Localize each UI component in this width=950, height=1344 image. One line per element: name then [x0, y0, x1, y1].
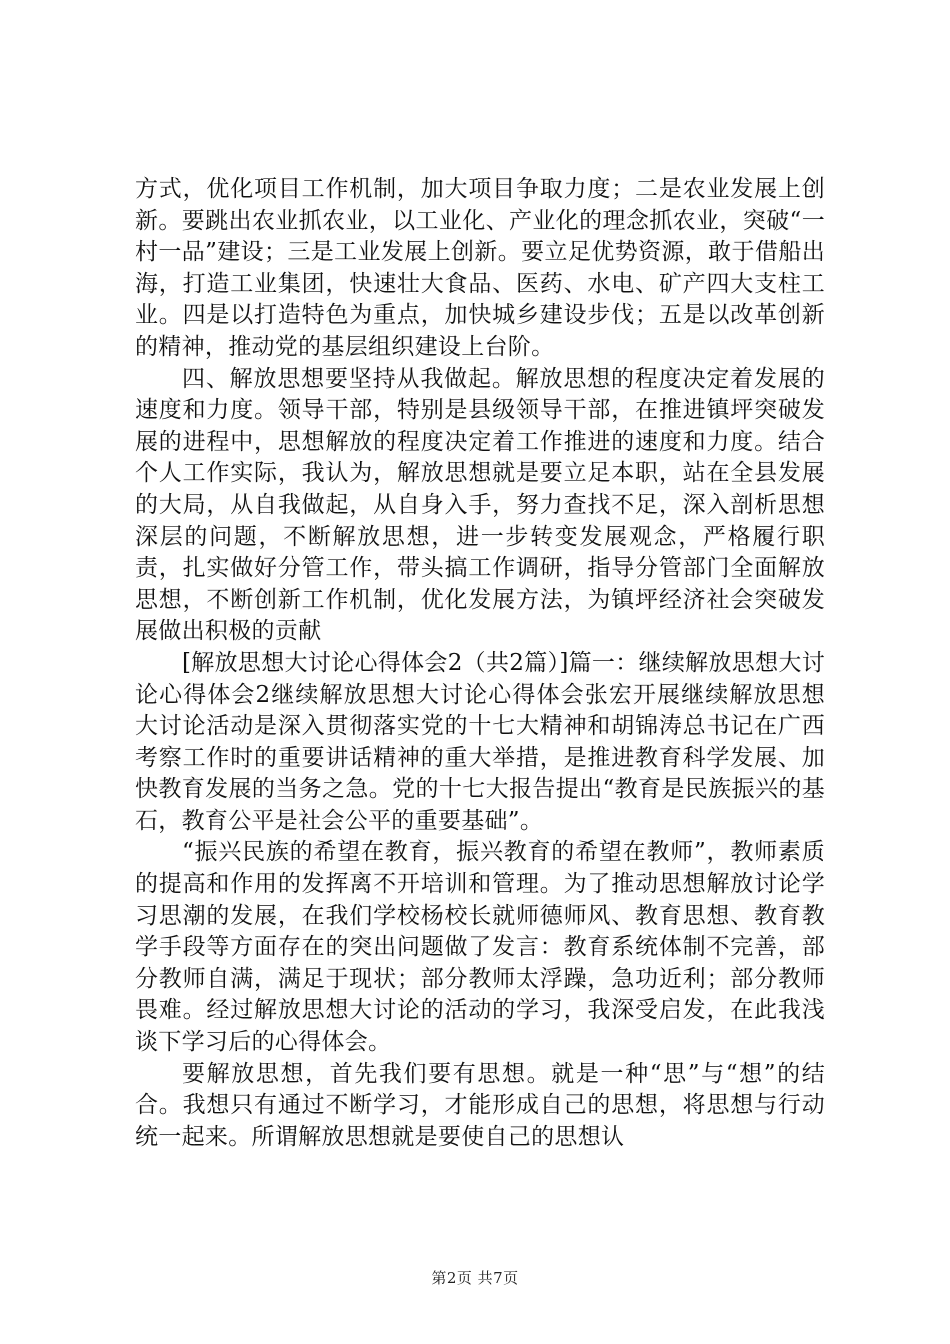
- paragraph-1: 方式，优化项目工作机制，加大项目争取力度；二是农业发展上创新。要跳出农业抓农业，以工业化、产业化的理念抓农业，突破“一村一品”建设；三是工业发展上创新。要立足优势资源，敢于借船出海，打造工业集团，快速壮大食品、医药、水电、矿产四大支柱工业。四是以打造特色为重点，加快城乡建设步伐；五是以改革创新的精神，推动党的基层组织建设上台阶。: [135, 176, 825, 360]
- page-footer: 第2页 共7页: [431, 1269, 519, 1287]
- paragraph-3: [解放思想大讨论心得体会2（共2篇）]篇一：继续解放思想大讨论心得体会2继续解放思想大讨论心得体会张宏开展继续解放思想大讨论活动是深入贯彻落实党的十七大精神和胡锦涛总书记在广西考察工作时的重要讲话精神的重大举措，是推进教育科学发展、加快教育发展的当务之急。党的十七大报告提出“教育是民族振兴的基石，教育公平是社会公平的重要基础”。: [135, 649, 825, 834]
- paragraph-5: 要解放思想，首先我们要有思想。就是一种“思”与“想”的结合。我想只有通过不断学习，才能形成自己的思想，将思想与行动统一起来。所谓解放思想就是要使自己的思想认: [135, 1060, 825, 1150]
- paragraph-4: “振兴民族的希望在教育，振兴教育的希望在教师”，教师素质的提高和作用的发挥离不开培训和管理。为了推动思想解放讨论学习思潮的发展，在我们学校杨校长就师德师风、教育思想、教育教学手段等方面存在的突出问题做了发言：教育系统体制不完善，部分教师自满，满足于现状；部分教师太浮躁，急功近利；部分教师畏难。经过解放思想大讨论的活动的学习，我深受启发，在此我浅谈下学习后的心得体会。: [135, 839, 825, 1056]
- paragraph-2: 四、解放思想要坚持从我做起。解放思想的程度决定着发展的速度和力度。领导干部，特别是县级领导干部，在推进镇坪突破发展的进程中，思想解放的程度决定着工作推进的速度和力度。结合个人工作实际，我认为，解放思想就是要立足本职，站在全县发展的大局，从自我做起，从自身入手，努力查找不足，深入剖析思想深层的问题，不断解放思想，进一步转变发展观念，严格履行职责，扎实做好分管工作，带头搞工作调研，指导分管部门全面解放思想，不断创新工作机制，优化发展方法，为镇坪经济社会突破发展做出积极的贡献: [135, 365, 825, 645]
- document-body: [135, 174, 825, 1153]
